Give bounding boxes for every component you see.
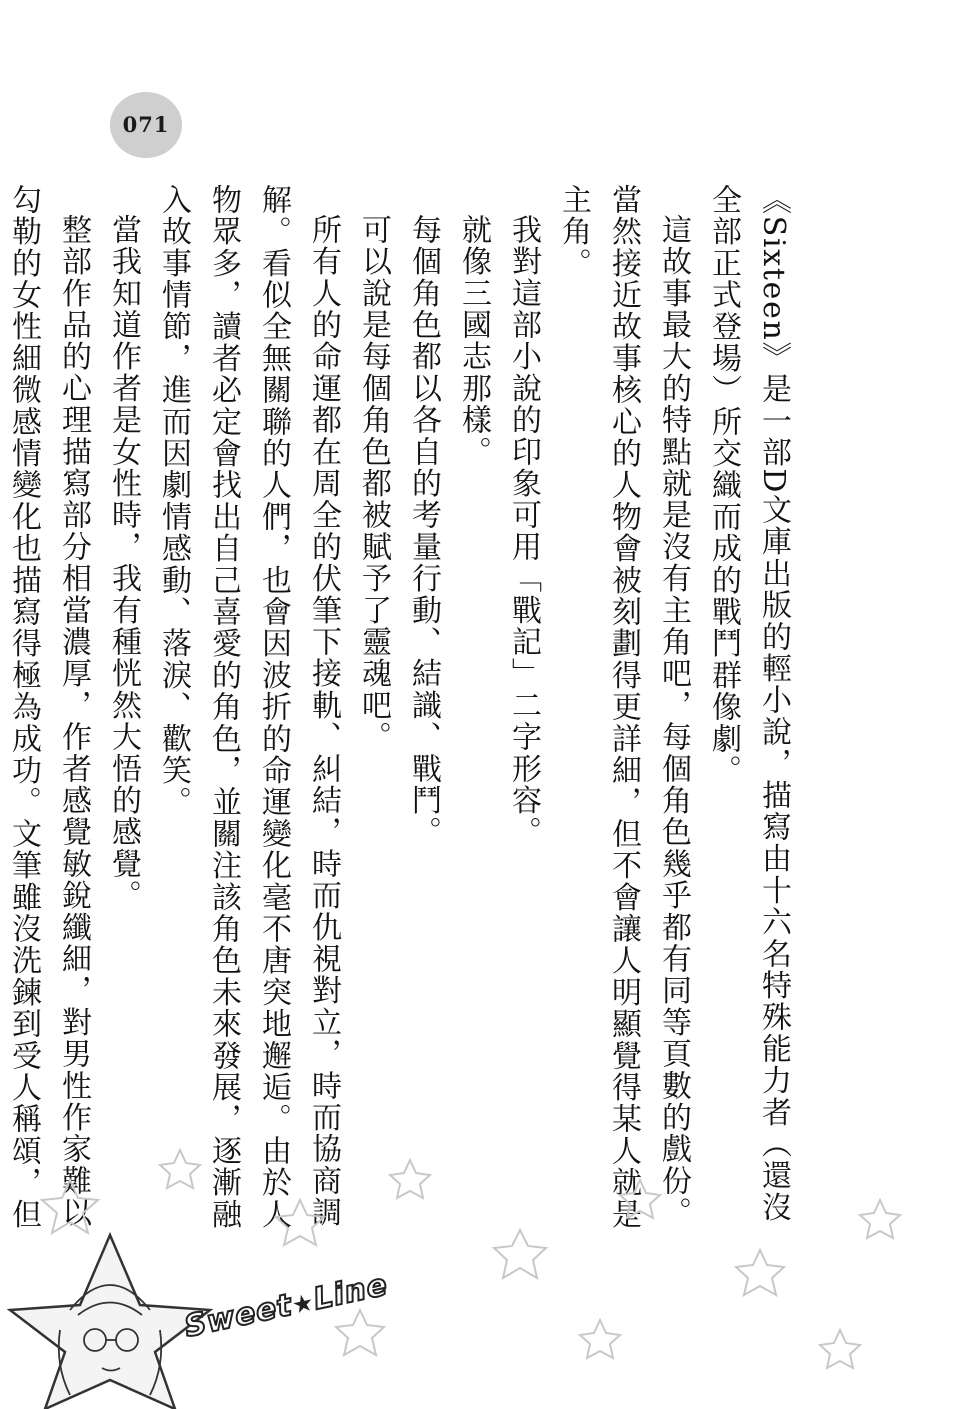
paragraph-7: 所有人的命運都在周全的伏筆下接軌、糾結，時而仇視對立，時而協商調解。看似全無關聯的人們，也會因波折的命運變化毫不唐突地邂逅。由於人物眾多，讀者必定會找出自己喜愛的角色，並關注該角色未來發展，逐漸融入故事情節，進而因劇情感動、落淚、歡笑。: [156, 184, 341, 1231]
paragraph-4: 就像三國志那樣。: [456, 214, 491, 468]
character-star-illustration: [10, 1235, 210, 1409]
star-outline-icon: [736, 1250, 784, 1295]
paragraph-5: 每個角色都以各自的考量行動、結識、戰鬥。: [406, 214, 441, 848]
star-outline-icon: [390, 1160, 430, 1198]
star-outline-icon: [620, 1180, 660, 1218]
star-outline-icon: [860, 1200, 900, 1238]
paragraph-1: 《Sixteen》是一部D文庫出版的輕小說，描寫由十六名特殊能力者（還沒全部正式登場）所交織而成的戰鬥群像劇。: [706, 184, 791, 1224]
star-outline-icon: [336, 1310, 384, 1355]
star-outline-icon: [160, 1150, 200, 1188]
page-number: 071: [122, 112, 170, 137]
star-outline-icon: [580, 1320, 620, 1358]
vertical-text-body: [0, 184, 798, 1244]
star-outline-icon: [42, 1180, 98, 1233]
logo-word-line: Line: [310, 1267, 392, 1318]
paragraph-9: 整部作品的心理描寫部分相當濃厚，作者感覺敏銳纖細，對男性作家難以勾勒的女性細微感情變化也描寫得極為成功。文筆雖沒洗鍊到受人稱頌，但: [6, 184, 91, 1231]
star-outline-icon: [276, 1200, 324, 1245]
decorative-star-art: [0, 1140, 960, 1409]
page-number-badge: [110, 92, 182, 158]
paragraph-6: 可以說是每個角色都被賦予了靈魂吧。: [356, 214, 391, 753]
paragraph-8: 當我知道作者是女性時，我有種恍然大悟的感覺。: [106, 214, 141, 912]
star-outline-icon: [820, 1330, 860, 1368]
paragraph-3: 我對這部小說的印象可用「戰記」二字形容。: [506, 214, 541, 848]
logo-star-icon: ★: [289, 1287, 318, 1320]
logo-word-sweet: Sweet: [181, 1287, 296, 1345]
paragraph-2: 這故事最大的特點就是沒有主角吧，每個角色幾乎都有同等頁數的戲份。當然接近故事核心的人物會被刻劃得更詳細，但不會讓人明顯覺得某人就是主角。: [556, 184, 691, 1231]
star-outline-icon: [494, 1230, 546, 1278]
